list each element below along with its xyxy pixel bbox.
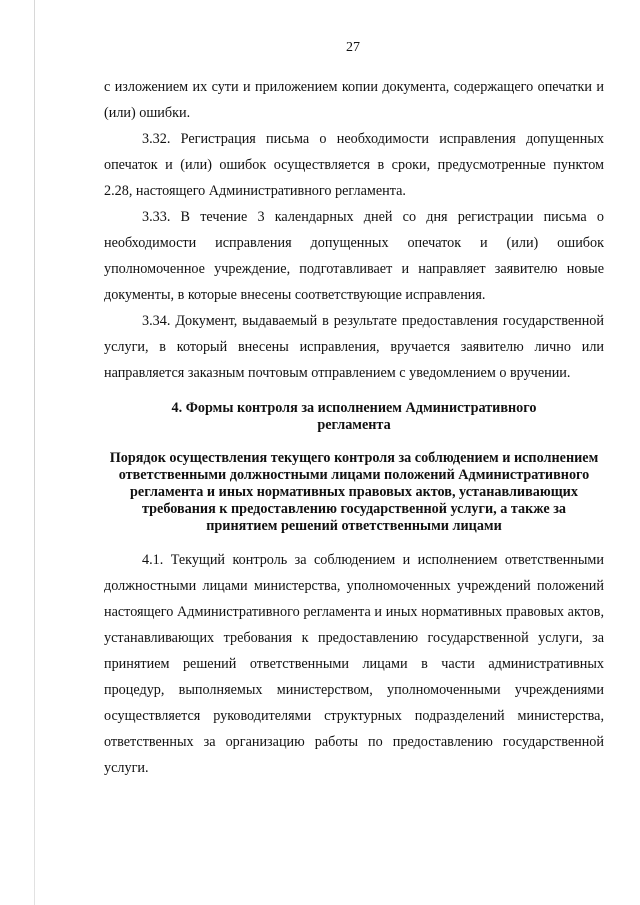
section-4-heading: 4. Формы контроля за исполнением Административного регламента: [171, 400, 537, 433]
page-number: 27: [346, 40, 360, 55]
subsection-heading: Порядок осуществления текущего контроля за соблюдением и исполнением ответственными должностными лицами положений Административного регламента и иных нормативных правовых актов, устанавливающих требования к предоставлению государственной услуги, а также за принятием решений ответственными лицами: [109, 450, 599, 534]
paragraph-3-33: 3.33. В течение 3 календарных дней со дня регистрации письма о необходимости исправления допущенных опечаток и (или) ошибок уполномоченное учреждение, подготавливает и направляет заявителю новые документы, в которые внесены соответствующие исправления.: [104, 209, 604, 303]
document-body: [104, 74, 604, 781]
paragraph-4-1: 4.1. Текущий контроль за соблюдением и исполнением ответственными должностными лицами министерства, уполномоченных учреждений положений настоящего Административного регламента и иных нормативных правовых актов, устанавливающих требования к предоставлению государственной услуги, за принятием решений ответственными лицами в части административных процедур, выполняемых министерством, уполномоченными учреждениями осуществляется руководителями структурных подразделений министерства, ответственных за организацию работы по предоставлению государственной услуги.: [104, 552, 604, 776]
paragraph-continuation: с изложением их сути и приложением копии документа, содержащего опечатки и (или) ошибки.: [104, 79, 604, 121]
paragraph-3-32: 3.32. Регистрация письма о необходимости исправления допущенных опечаток и (или) ошибок осуществляется в сроки, предусмотренные пунктом 2.28, настоящего Административного регламента.: [104, 131, 604, 199]
heading-spacer: [104, 535, 604, 547]
paragraph-3-34: 3.34. Документ, выдаваемый в результате предоставления государственной услуги, в который внесены исправления, вручается заявителю лично или направляется заказным почтовым отправлением с уведомлением о вручении.: [104, 313, 604, 381]
scan-edge-line: [34, 0, 35, 905]
